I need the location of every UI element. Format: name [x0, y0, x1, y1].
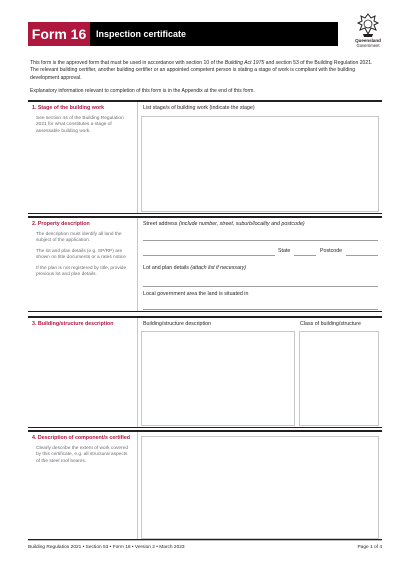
footer-rule — [28, 540, 382, 541]
queensland-crest-icon — [355, 12, 381, 38]
state-label: State — [278, 248, 291, 254]
intro-paragraph-1: This form is the approved form that must be used in accordance with section 10 of the Building Act 1975 and section 53 of the Building Regulation 2021. The relevant building certifier, another building certifier or an appointed competent person is stating a stage of work is compliant with the building development approval. — [30, 60, 373, 81]
form-title: Inspection certificate — [96, 29, 187, 39]
section-property-description — [28, 216, 382, 312]
logo-name: Queensland — [355, 38, 381, 43]
building-description-label: Building/structure description — [143, 321, 212, 327]
section-stage-of-work — [28, 100, 382, 214]
lot-plan-label: Lot and plan details (attach list if necessary) — [143, 265, 247, 271]
lga-input[interactable] — [143, 309, 378, 310]
street-address-input-2[interactable] — [143, 255, 275, 256]
section-note: Clearly describe the extent of work covered by this certificate, e.g. all structural aspects of the steel roof beams. — [36, 446, 128, 464]
street-address-label: Street address (include number, street, suburb/locality and postcode) — [143, 221, 305, 227]
logo-sub: Government — [356, 43, 380, 48]
postcode-input[interactable] — [346, 255, 378, 256]
form-header — [28, 22, 338, 46]
state-input[interactable] — [294, 255, 316, 256]
section-building-description — [28, 316, 382, 428]
section-title: 1. Stage of the building work — [32, 105, 105, 111]
class-of-building-input[interactable] — [299, 331, 379, 426]
act-name: Building Act 1975 — [224, 60, 265, 66]
intro-paragraph-2: Explanatory information relevant to completion of this form is in the Appendix at the end of this form. — [30, 88, 255, 95]
queensland-government-logo — [350, 12, 386, 54]
lga-label: Local government area the land is situated in — [143, 291, 249, 297]
components-certified-input[interactable] — [141, 436, 379, 539]
stage-of-work-input[interactable] — [141, 116, 379, 212]
section-components-certified — [28, 430, 382, 540]
class-of-building-label: Class of building/structure — [300, 321, 361, 327]
street-address-input-1[interactable] — [143, 240, 378, 241]
section-title: 2. Property description — [32, 221, 90, 227]
field-label: List stage/s of building work (indicate the stage) — [143, 105, 255, 111]
section-note: The description must identify all land the subject of the application. The lot and plan details (e.g. SP/RP) are shown on title documents or a rates notice If the plan is not registered by title, provide previous lot and plan details. — [36, 232, 127, 278]
form-number: Form 16 — [28, 22, 90, 46]
postcode-label: Postcode — [320, 248, 343, 254]
section-title: 3. Building/structure description — [32, 321, 114, 327]
page-number: Page 1 of 4 — [357, 545, 382, 550]
section-note: See section 44 of the Building Regulation 2021 for what constitutes a stage of assessable building work. — [36, 116, 124, 134]
section-title: 4. Description of component/s certified — [32, 435, 131, 441]
intro-text — [30, 60, 375, 102]
building-description-input[interactable] — [141, 331, 295, 426]
lot-plan-input[interactable] — [143, 286, 378, 287]
footer-reference: Building Regulation 2021 • Section 53 • Form 16 • Version 2 • March 2023 — [28, 545, 185, 550]
